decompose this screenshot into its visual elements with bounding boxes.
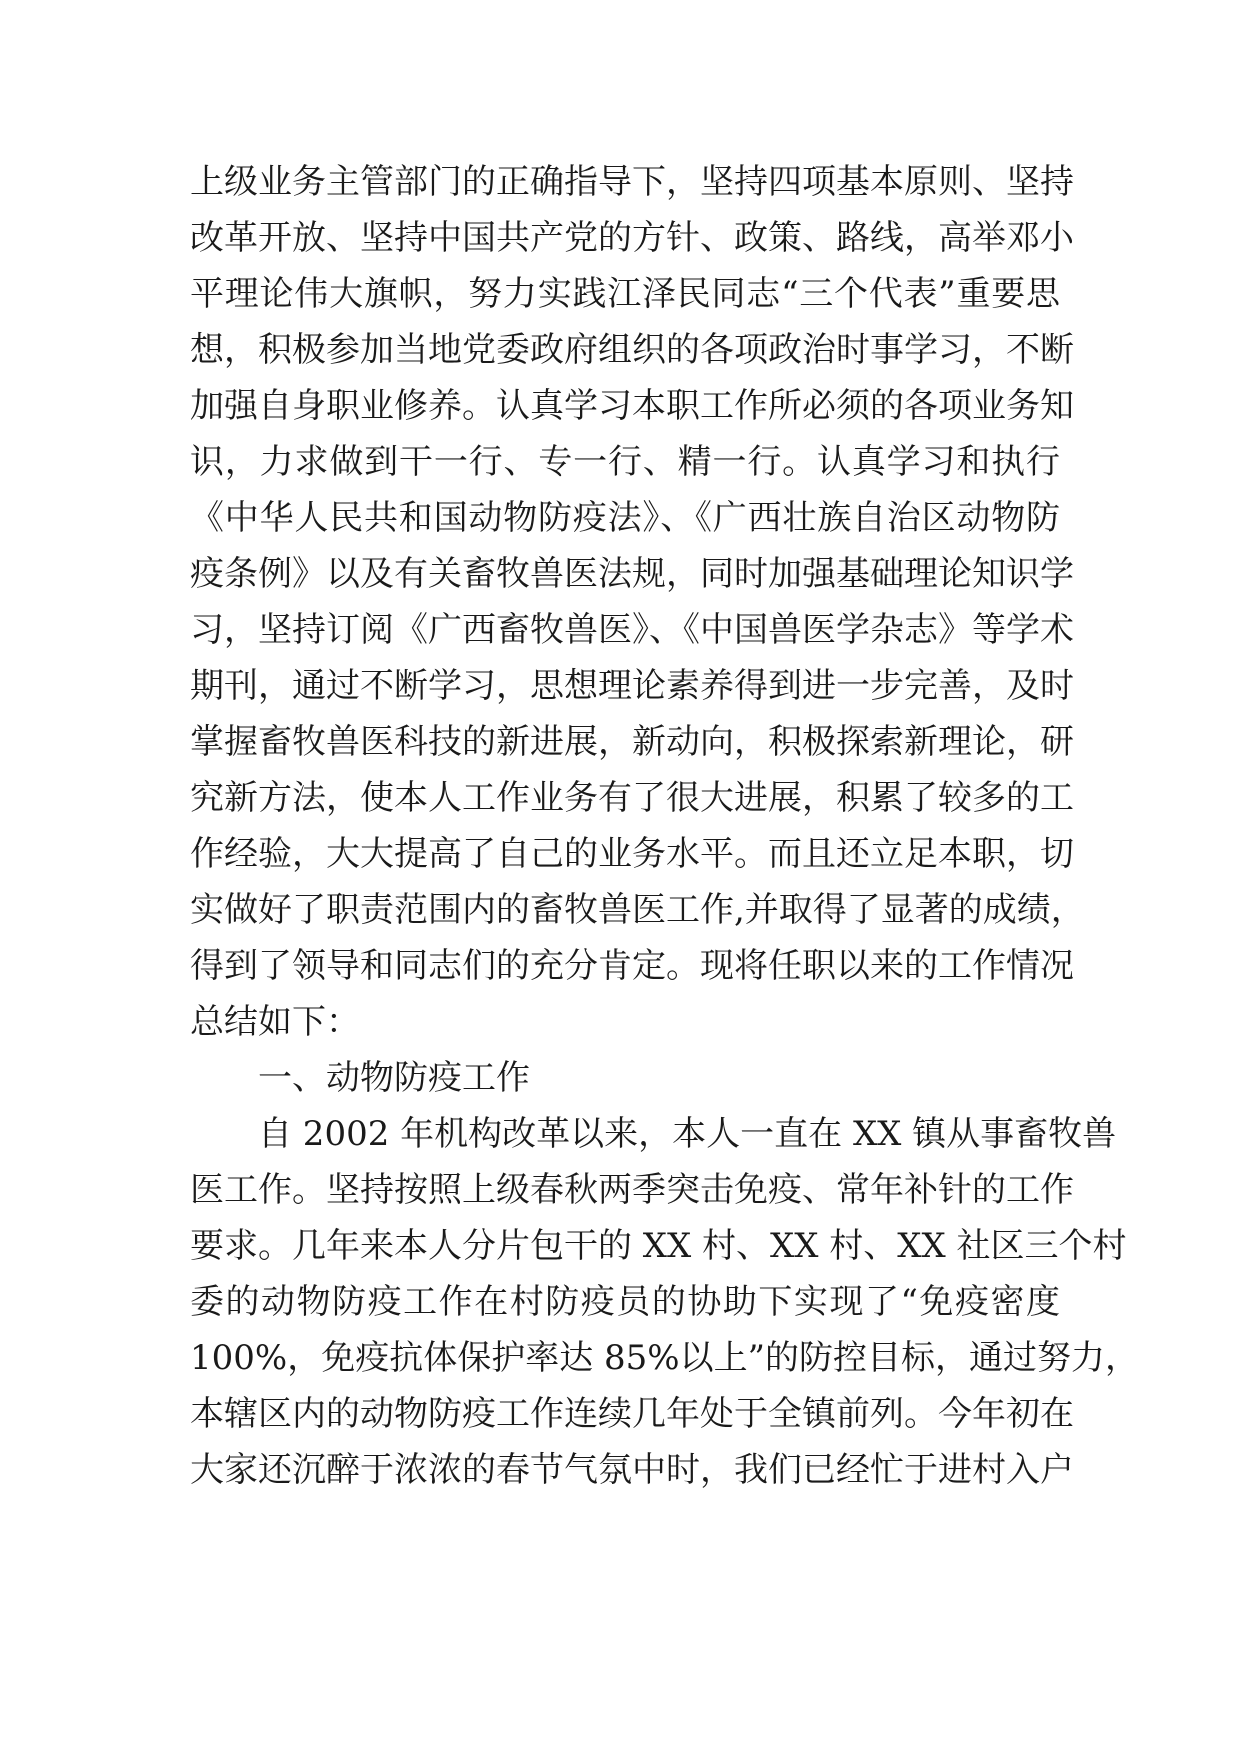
document-body — [190, 154, 1139, 1498]
text-line: 上级业务主管部门的正确指导下，坚持四项基本原则、坚持 — [190, 162, 1074, 202]
text-line: 习，坚持订阅《广西畜牧兽医》、《中国兽医学杂志》等学术 — [190, 610, 1074, 650]
text-line: 大家还沉醉于浓浓的春节气氛中时，我们已经忙于进村入户 — [190, 1450, 1074, 1490]
text-line: 期刊，通过不断学习，思想理论素养得到进一步完善，及时 — [190, 666, 1074, 706]
text-line: 识，力求做到干一行、专一行、精一行。认真学习和执行 — [190, 442, 1060, 482]
text-line: 作经验，大大提高了自己的业务水平。而且还立足本职，切 — [190, 834, 1074, 874]
text-line: 加强自身职业修养。认真学习本职工作所必须的各项业务知 — [190, 386, 1074, 426]
text-line: 得到了领导和同志们的充分肯定。现将任职以来的工作情况 — [190, 946, 1074, 986]
text-line: 疫条例》以及有关畜牧兽医法规，同时加强基础理论知识学 — [190, 554, 1074, 594]
text-line: 医工作。坚持按照上级春秋两季突击免疫、常年补针的工作 — [190, 1170, 1074, 1210]
text-line: 要求。几年来本人分片包干的 XX 村、XX 村、XX 社区三个村 — [190, 1226, 1127, 1266]
text-line: 想，积极参加当地党委政府组织的各项政治时事学习，不断 — [190, 330, 1074, 370]
text-line: 《中华人民共和国动物防疫法》、《广西壮族自治区动物防 — [190, 498, 1060, 538]
section-heading: 一、动物防疫工作 — [258, 1058, 530, 1098]
text-line: 本辖区内的动物防疫工作连续几年处于全镇前列。今年初在 — [190, 1394, 1074, 1434]
text-line: 自 2002 年机构改革以来，本人一直在 XX 镇从事畜牧兽 — [258, 1114, 1117, 1154]
text-line: 实做好了职责范围内的畜牧兽医工作,并取得了显著的成绩， — [190, 890, 1085, 930]
text-line: 掌握畜牧兽医科技的新进展，新动向，积极探索新理论，研 — [190, 722, 1074, 762]
text-line: 总结如下： — [190, 1002, 360, 1042]
text-line: 委的动物防疫工作在村防疫员的协助下实现了“免疫密度 — [190, 1282, 1060, 1322]
text-line: 改革开放、坚持中国共产党的方针、政策、路线，高举邓小 — [190, 218, 1074, 258]
text-line: 究新方法，使本人工作业务有了很大进展，积累了较多的工 — [190, 778, 1074, 818]
text-line: 平理论伟大旗帜，努力实践江泽民同志“三个代表”重要思 — [190, 274, 1060, 314]
text-line: 100%，免疫抗体保护率达 85%以上”的防控目标，通过努力， — [190, 1338, 1139, 1378]
